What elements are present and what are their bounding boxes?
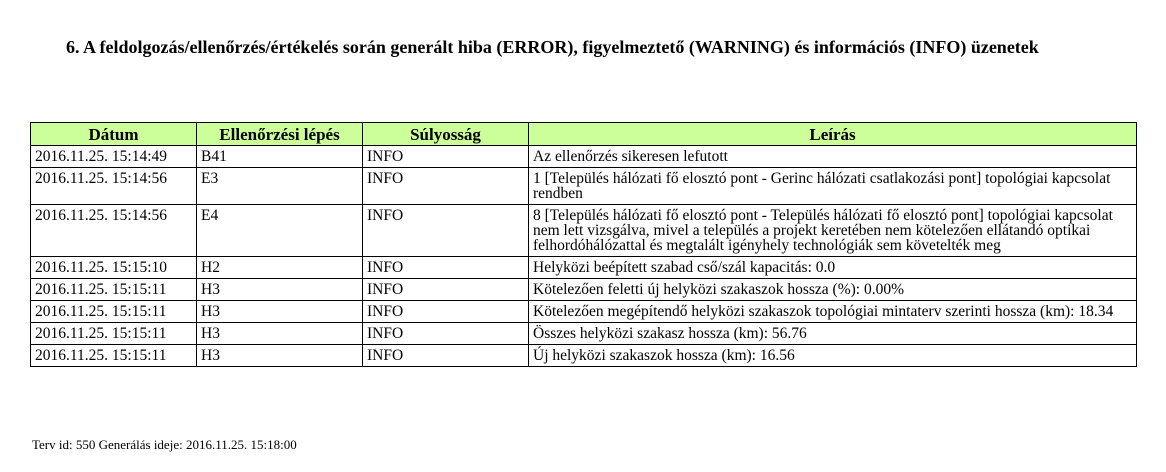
column-header-description: Leírás	[529, 123, 1137, 146]
column-header-check-step: Ellenőrzési lépés	[197, 123, 363, 146]
cell-severity: INFO	[363, 279, 529, 301]
cell-date: 2016.11.25. 15:15:11	[31, 345, 197, 367]
column-header-severity: Súlyosság	[363, 123, 529, 146]
cell-description: Az ellenőrzés sikeresen lefutott	[529, 146, 1137, 168]
table-row	[31, 301, 1137, 323]
table-row	[31, 345, 1137, 367]
table-row	[31, 146, 1137, 168]
table-row	[31, 205, 1137, 257]
cell-check-step: E3	[197, 168, 363, 205]
cell-date: 2016.11.25. 15:14:49	[31, 146, 197, 168]
cell-check-step: H3	[197, 279, 363, 301]
cell-check-step: H3	[197, 323, 363, 345]
messages-table	[30, 122, 1137, 367]
cell-check-step: E4	[197, 205, 363, 257]
cell-check-step: H3	[197, 301, 363, 323]
cell-description: 1 [Település hálózati fő elosztó pont - Gerinc hálózati csatlakozási pont] topológiai kapcsolat rendben	[529, 168, 1137, 205]
cell-description: Helyközi beépített szabad cső/szál kapacitás: 0.0	[529, 257, 1137, 279]
cell-check-step: B41	[197, 146, 363, 168]
cell-date: 2016.11.25. 15:15:10	[31, 257, 197, 279]
cell-date: 2016.11.25. 15:15:11	[31, 301, 197, 323]
table-row	[31, 257, 1137, 279]
cell-description: Összes helyközi szakasz hossza (km): 56.76	[529, 323, 1137, 345]
table-row	[31, 279, 1137, 301]
cell-description: Kötelezően feletti új helyközi szakaszok hossza (%): 0.00%	[529, 279, 1137, 301]
table-row	[31, 168, 1137, 205]
cell-severity: INFO	[363, 257, 529, 279]
cell-date: 2016.11.25. 15:15:11	[31, 323, 197, 345]
cell-check-step: H2	[197, 257, 363, 279]
table-row	[31, 323, 1137, 345]
section-heading: 6. A feldolgozás/ellenőrzés/értékelés során generált hiba (ERROR), figyelmeztető (WARNING) és információs (INFO) üzenetek	[66, 37, 1039, 57]
cell-description: Kötelezően megépítendő helyközi szakaszok topológiai mintaterv szerinti hossza (km): 18.34	[529, 301, 1137, 323]
cell-severity: INFO	[363, 323, 529, 345]
cell-check-step: H3	[197, 345, 363, 367]
cell-date: 2016.11.25. 15:15:11	[31, 279, 197, 301]
cell-severity: INFO	[363, 205, 529, 257]
cell-severity: INFO	[363, 146, 529, 168]
column-header-date: Dátum	[31, 123, 197, 146]
cell-severity: INFO	[363, 168, 529, 205]
cell-severity: INFO	[363, 301, 529, 323]
cell-date: 2016.11.25. 15:14:56	[31, 168, 197, 205]
cell-date: 2016.11.25. 15:14:56	[31, 205, 197, 257]
cell-description: 8 [Település hálózati fő elosztó pont - Település hálózati fő elosztó pont] topológiai kapcsolat nem lett vizsgálva, mivel a település a projekt keretében nem kötelezően ellátandó optikai felhordóhálózattal és megtalált igényhely technológiák sem követelték meg	[529, 205, 1137, 257]
table-header-row	[31, 123, 1137, 146]
footer-plan-info: Terv id: 550 Generálás ideje: 2016.11.25. 15:18:00	[32, 437, 297, 452]
cell-severity: INFO	[363, 345, 529, 367]
cell-description: Új helyközi szakaszok hossza (km): 16.56	[529, 345, 1137, 367]
